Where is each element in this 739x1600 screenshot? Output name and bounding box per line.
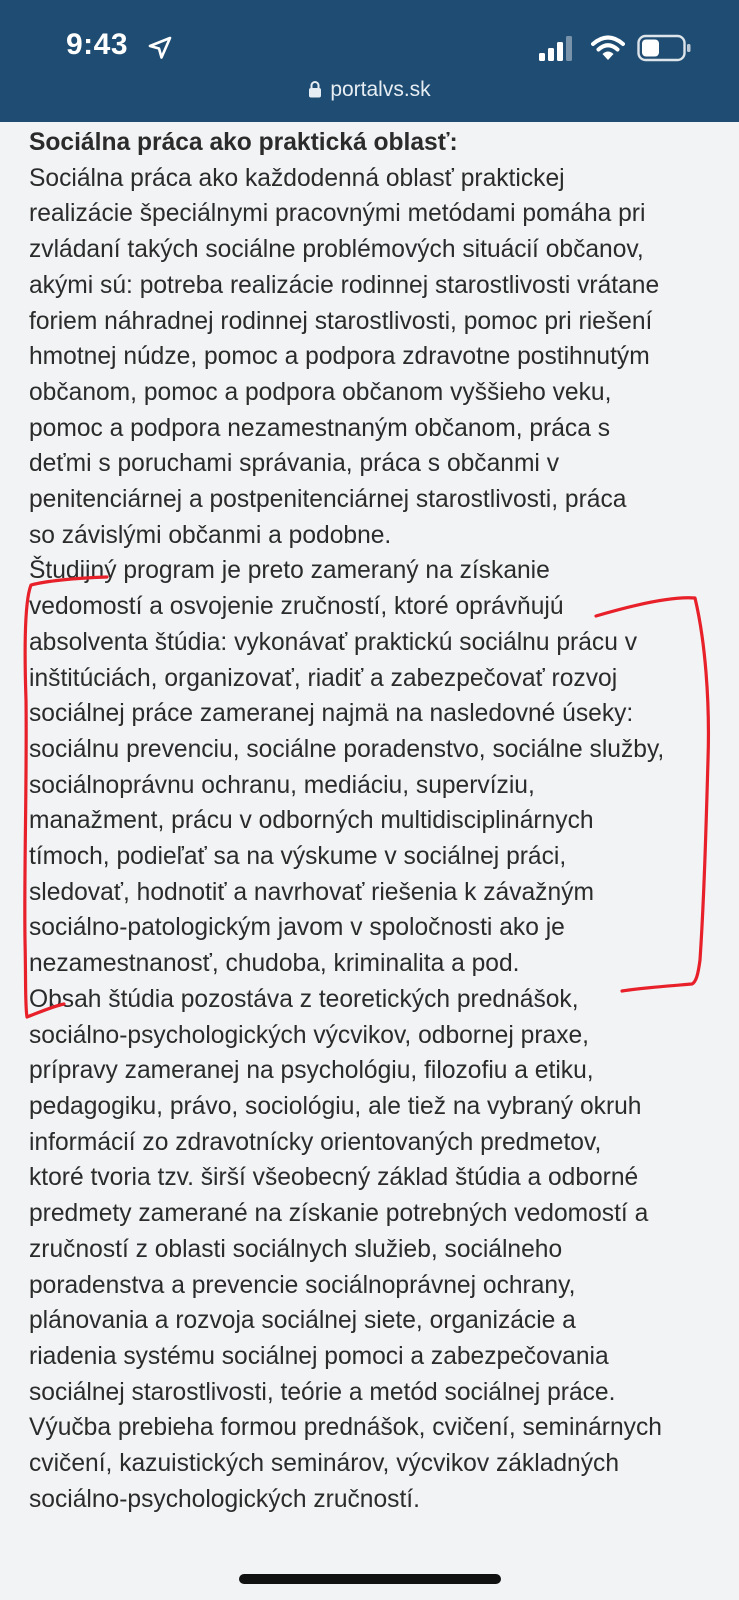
location-arrow-icon (147, 35, 173, 61)
text-line: zručností z oblasti sociálnych služieb, sociálneho (29, 1235, 563, 1263)
lock-icon (308, 80, 322, 98)
home-indicator[interactable] (239, 1574, 501, 1584)
text-line: deťmi s poruchami správania, práca s občanmi v (29, 450, 560, 478)
text-line: ktoré tvoria tzv. širší všeobecný základ štúdia a odborné (29, 1164, 639, 1192)
text-line: Študijný program je preto zameraný na získanie (29, 557, 550, 585)
text-line: zvládaní takých sociálne problémových situácií občanov, (29, 236, 644, 264)
url-text: portalvs.sk (330, 78, 431, 101)
text-line: nezamestnanosť, chudoba, kriminalita a pod. (29, 950, 520, 978)
section-heading: Sociálna práca ako praktická oblasť: (29, 129, 458, 156)
text-line: Výučba prebieha formou prednášok, cvičení, seminárnych (29, 1414, 662, 1442)
text-line: sledovať, hodnotiť a navrhovať riešenia k závažným (29, 878, 594, 906)
text-line: Obsah štúdia pozostáva z teoretických prednášok, (29, 985, 579, 1013)
text-line: sociálno-psychologických výcvikov, odbornej praxe, (29, 1021, 589, 1049)
text-line: občanom, pomoc a podpora občanom vyššieho veku, (29, 378, 612, 406)
text-line: penitenciárnej a postpenitenciárnej starostlivosti, práca (29, 486, 627, 514)
text-line: vedomostí a osvojenie zručností, ktoré oprávňujú (29, 593, 564, 621)
text-line: plánovania a rozvoja sociálnej siete, organizácie a (29, 1307, 576, 1335)
text-line: sociálnoprávnu ochranu, mediáciu, supervíziu, (29, 771, 535, 799)
text-line: sociálno-patologickým javom v spoločnosti ako je (29, 914, 565, 942)
browser-header (0, 0, 739, 122)
text-line: tímoch, podieľať sa na výskume v sociálnej práci, (29, 843, 567, 871)
text-line: realizácie špeciálnymi pracovnými metódami pomáha pri (29, 200, 646, 228)
text-line: sociálno-psychologických zručností. (29, 1485, 420, 1513)
status-time: 9:43 (66, 28, 129, 61)
address-bar[interactable] (0, 78, 739, 102)
text-line: Sociálna práca ako každodenná oblasť praktickej (29, 164, 565, 192)
text-line: absolventa štúdia: vykonávať praktickú sociálnu prácu v (29, 628, 637, 656)
text-line: predmety zamerané na získanie potrebných vedomostí a (29, 1200, 649, 1228)
text-line: pomoc a podpora nezamestnaným občanom, práca s (29, 414, 611, 442)
signal-bars-icon (539, 36, 577, 62)
text-line: akými sú: potreba realizácie rodinnej starostlivosti vrátane (29, 271, 660, 299)
text-line: cvičení, kazuistických seminárov, výcvikov základných (29, 1450, 619, 1478)
text-line: sociálnej starostlivosti, teórie a metód sociálnej práce. (29, 1378, 616, 1406)
text-line: riadenia systému sociálnej pomoci a zabezpečovania (29, 1342, 609, 1370)
text-line: manažment, prácu v odborných multidisciplinárnych (29, 807, 594, 835)
text-line: sociálnu prevenciu, sociálne poradenstvo, sociálne služby, (29, 735, 665, 763)
battery-icon (637, 34, 693, 62)
text-line: informácií zo zdravotnícky orientovaných predmetov, (29, 1128, 602, 1156)
text-line: prípravy zameranej na psychológiu, filozofiu a etiku, (29, 1057, 594, 1085)
wifi-icon (591, 34, 625, 62)
text-line: foriem náhradnej rodinnej starostlivosti, pomoc pri riešení (29, 307, 653, 335)
text-line: hmotnej núdze, pomoc a podpora zdravotne postihnutým (29, 343, 650, 371)
text-line: sociálnej práce zameranej najmä na nasledovné úseky: (29, 700, 634, 728)
text-line: so závislými občanmi a podobne. (29, 521, 392, 549)
text-line: poradenstva a prevencie sociálnoprávnej ochrany, (29, 1271, 576, 1299)
text-line: pedagogiku, právo, sociológiu, ale tiež na vybraný okruh (29, 1092, 642, 1120)
article-text (29, 125, 719, 1517)
text-line: inštitúciách, organizovať, riadiť a zabezpečovať rozvoj (29, 664, 618, 692)
